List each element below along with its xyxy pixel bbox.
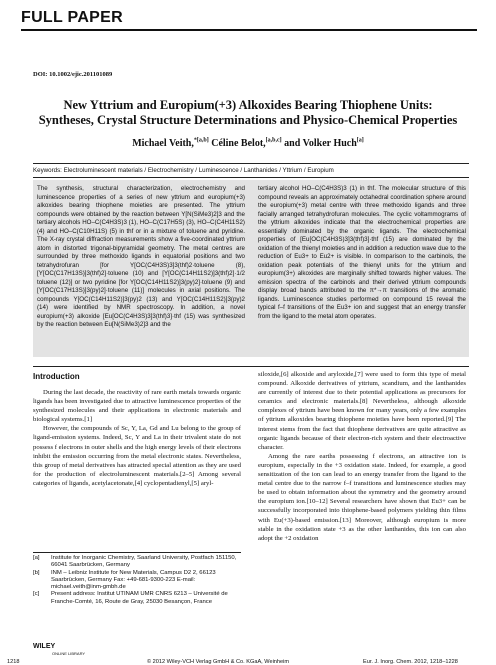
body-left-column <box>33 388 241 488</box>
affiliations <box>33 555 241 606</box>
section-rule <box>33 366 469 367</box>
journal-citation: Eur. J. Inorg. Chem. 2012, 1218–1228 <box>363 659 458 665</box>
intro-paragraph: However, the compounds of Sc, Y, La, Gd and Lu belong to the group of ligand-emission systems. Indeed, Sc, Y and La in their trivalent state do not possess f electrons in outer shells and the high energy levels of their electrons inhibit the emission occurring from the metal electronic states. Nevertheless, this group of metal derivatives has attracted special attention as they are used for the production of electroluminescent materials.[2–5] Among several categories of ligands, acetylacetonate,[4] cyclopentadienyl,[5] aryl- <box>33 425 241 487</box>
body-paragraph: Among the rare earths possessing f electrons, an attractive ion is europium, especially in the +3 oxidation state. Indeed, for example, a good sensitization of the ion can lead to an energy transfer from the ligand to the metal centre due to the narrow f–f transitions and luminescence studies may be used to obtain information about the symmetry and the geometry around the europium ion.[10–12] Several researchers have shown that Eu3+ can be successfully incorporated into thiophene-based polymers yielding thin films with Eu(+3)-based emission.[13] Moreover, although europium is more stable in the oxidation state +3 as the other lanthanides, this ion can also adopt the +2 oxidation <box>258 452 466 542</box>
author-1[interactable]: Michael Veith,$^{*[a,b]}$ <box>132 138 209 150</box>
author-2[interactable]: Céline Belot,[a,b,c] <box>211 138 282 150</box>
affiliation-item: [b] INM – Leibniz Institute for New Materials, Campus D2 2, 66123 Saarbrücken, Germany Fax: +49-681-9300-223 E-mail: michael.veith@inm-gmbh.de <box>33 569 216 591</box>
title-line-1: New Yttrium and Europium(+3) Alkoxides Bearing Thiophene Units: <box>63 98 433 112</box>
affiliation-item: [c] Present address: Institut UTINAM UMR CNRS 6213 – Université de Franche-Comté, 16, Route de Gray, 25030 Besançon, France <box>33 591 228 605</box>
wiley-logo-subtitle: ONLINE LIBRARY <box>52 651 86 656</box>
author-list <box>30 138 466 149</box>
body-paragraph: siloxide,[6] alkoxide and aryloxide,[7] were used to form this type of metal compound. Alkoxide derivatives of yttrium, scandium, and the lanthanides are currently of interest due to their potential applications as precursors for ceramics and electronic materials.[8] Nevertheless, although alkoxide complexes of yttrium have been known for many years, only a few examples of yttrium alkoxides bearing thiophene moieties have been reported.[9] The interest stems from the fact that thiophene derivatives are quite attractive as organic ligands because of their electron-rich system and their electroactive character. <box>258 371 466 451</box>
title-line-2: Syntheses, Crystal Structure Determinations and Physico-Chemical Properties <box>38 113 458 127</box>
abstract-left-column: The synthesis, structural characterization, electrochemistry and luminescence properties of a series of new yttrium and europium(+3) alkoxides bearing thiophene moieties are presented. The yttrium compounds were obtained by the reaction between Y[N(SiMe3)2]3 and the tertiary alcohols HO–C(C4H3S)3 (1), HO–C(C17H5S) (3), HO–C(C4H11S2) (4) and HO–C(C10H11S) (5) in thf or in a mixture of toluene and pyridine. The X-ray crystal diffraction measurements show a five-coordinated yttrium atom in distorted trigonal-bipyramidal geometry. The metal centres are surrounded by three methoxido ligands in equatorial positions and two tetrahydrofuran [for Y[OC(C4H3S)3]3(thf)2·toluene (8), [Y[OC(C17H13S)]3(thf)2]·toluene (10) and [Y[OC(C14H11S2)]3(thf)2]·1/2 toluene (12)] or two pyridine [for Y[OC(C14H11S2)]3(py)2]·toluene (9) and [Y[OC(C17H13S)]3(py)2]·toluene (11)] molecules in axial positions. The compounds Y[OC(C14H11S2)]3(py)2 (13) and Y[OC(C14H11S2)]3(py)2 (14) were identified by NMR spectroscopy. In addition, a novel europium(+3) alkoxide [Eu[OC(C4H3S)3]3(thf)3]·thf (15) was synthesized by the reaction between Eu[N(SiMe3)2]3 and the <box>37 185 245 328</box>
intro-paragraph: During the last decade, the reactivity of rare earth metals towards organic ligands has been investigated due to attractive luminescence properties of the synthesized molecules and their applications in electronic materials and biological systems.[1] <box>33 389 241 424</box>
abstract-right-column: tertiary alcohol HO–C(C4H3S)3 (1) in thf. The molecular structure of this compound reveals an approximately octahedral coordination sphere around the europium(+3) metal centre with three methoxido ligands and three facially arranged tetrahydrofuran molecules. The cyclic voltammograms of the yttrium alkoxides indicate that the electrochemical properties are essentially dominated by the organic ligands. The electrochemical properties of [Eu[OC(C4H3S)3]3(thf)3]·thf (15) are dominated by the oxidation of the thienyl moieties and in addition a reduction wave due to the reduction of Eu3+ to Eu2+ is visible. In comparison to the carbinols, the oxidation peak potentials of the thienyl units for the yttrium and europium(3+) alkoxides are marginally shifted towards higher values. The emission spectra of the carbinols and their derived yttrium compounds display broad bands attributed to the π*→π transitions of the aromatic ligands. Luminescence studies performed on compound 15 reveal the typical f–f transitions of the Eu3+ ion and suggest that an energy transfer from the ligand to the metal atom operates. <box>258 185 466 320</box>
paper-title <box>30 98 466 128</box>
author-3[interactable]: and Volker Huch[a] <box>284 138 364 150</box>
body-right-column <box>258 370 466 543</box>
wiley-logo[interactable]: WILEY <box>33 643 56 650</box>
keywords-rule-bottom <box>33 177 469 178</box>
introduction-heading: Introduction <box>33 372 80 381</box>
section-header: FULL PAPER <box>21 9 123 26</box>
copyright: © 2012 Wiley-VCH Verlag GmbH & Co. KGaA, Weinheim <box>147 659 290 665</box>
page-number: 1218 <box>7 659 20 665</box>
affiliation-item: [a] Institute for Inorganic Chemistry, Saarland University, Postfach 151150, 66041 Saarbrücken, Germany <box>33 555 237 569</box>
header-rule <box>21 29 477 31</box>
keywords: Keywords: Electroluminescent materials / Electrochemistry / Luminescence / Lanthanides / Yttrium / Europium <box>33 167 334 174</box>
keywords-rule-top <box>33 163 469 164</box>
doi[interactable]: DOI: 10.1002/ejic.201101089 <box>33 71 113 78</box>
affiliation-rule <box>33 552 241 553</box>
